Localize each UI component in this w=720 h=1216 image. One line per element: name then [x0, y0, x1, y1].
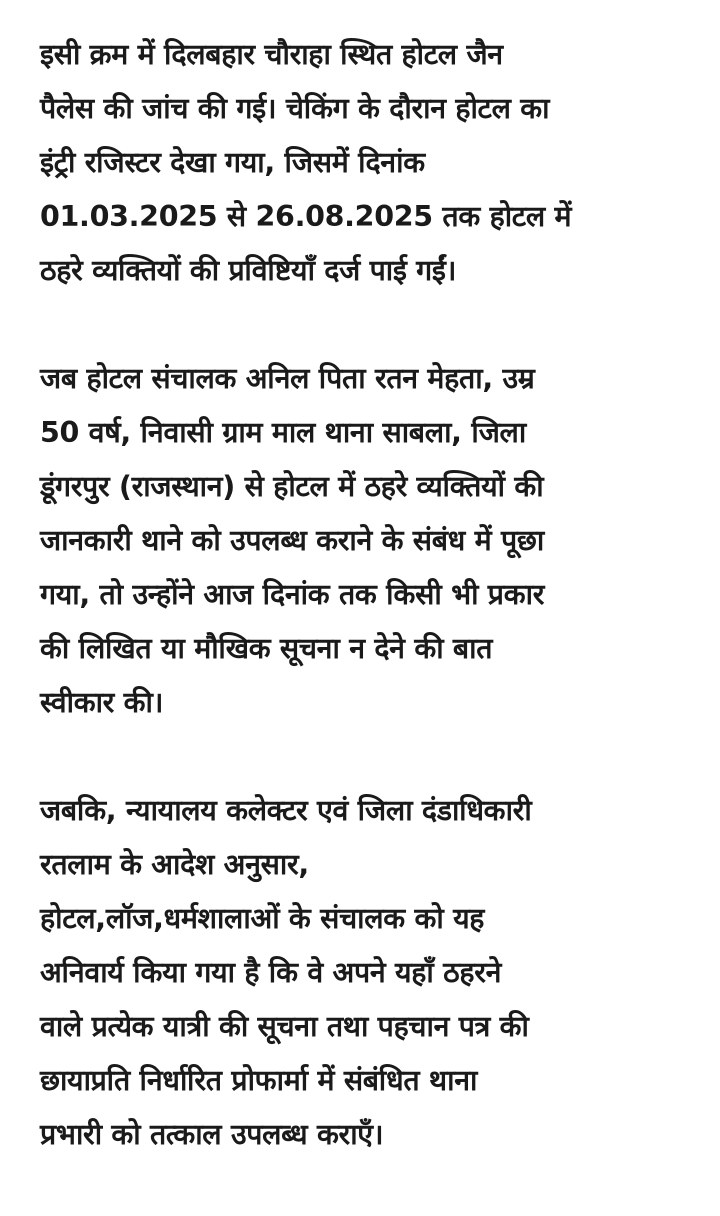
- article-paragraph: [40, 352, 690, 730]
- paragraph-line: डूंगरपुर (राजस्थान) से होटल में ठहरे व्यक्तियों की: [40, 470, 544, 503]
- paragraph-line: जब होटल संचालक अनिल पिता रतन मेहता, उम्र: [40, 362, 535, 395]
- paragraph-line: इंट्री रजिस्टर देखा गया, जिसमें दिनांक: [40, 146, 425, 179]
- paragraph-line: जबकि, न्यायालय कलेक्टर एवं जिला दंडाधिकारी: [40, 794, 532, 827]
- news-article-body: [40, 28, 690, 1216]
- paragraph-line: अनिवार्य किया गया है कि वे अपने यहाँ ठहरने: [40, 956, 502, 989]
- paragraph-line: गया, तो उन्होंने आज दिनांक तक किसी भी प्रकार: [40, 578, 545, 611]
- paragraph-line: वाले प्रत्येक यात्री की सूचना तथा पहचान पत्र की: [40, 1010, 529, 1043]
- paragraph-line: की लिखित या मौखिक सूचना न देने की बात: [40, 632, 493, 665]
- paragraph-line: रतलाम के आदेश अनुसार,: [40, 848, 309, 881]
- paragraph-line: 01.03.2025 से 26.08.2025 तक होटल में: [40, 200, 572, 233]
- paragraph-line: प्रभारी को तत्काल उपलब्ध कराएँ।: [40, 1118, 384, 1151]
- paragraph-line: ठहरे व्यक्तियों की प्रविष्टियाँ दर्ज पाई गईं।: [40, 254, 457, 287]
- paragraph-line: होटल,लॉज,धर्मशालाओं के संचालक को यह: [40, 902, 485, 935]
- paragraph-line: स्वीकार की।: [40, 686, 164, 719]
- paragraph-line: 50 वर्ष, निवासी ग्राम माल थाना साबला, जिला: [40, 416, 526, 449]
- article-paragraph: [40, 784, 690, 1162]
- article-paragraph: [40, 28, 690, 298]
- paragraph-line: पैलेस की जांच की गई। चेकिंग के दौरान होटल का: [40, 92, 550, 125]
- paragraph-line: इसी क्रम में दिलबहार चौराहा स्थित होटल जैन: [40, 38, 503, 71]
- paragraph-line: छायाप्रति निर्धारित प्रोफार्मा में संबंधित थाना: [40, 1064, 478, 1097]
- paragraph-line: जानकारी थाने को उपलब्ध कराने के संबंध में पूछा: [40, 524, 544, 557]
